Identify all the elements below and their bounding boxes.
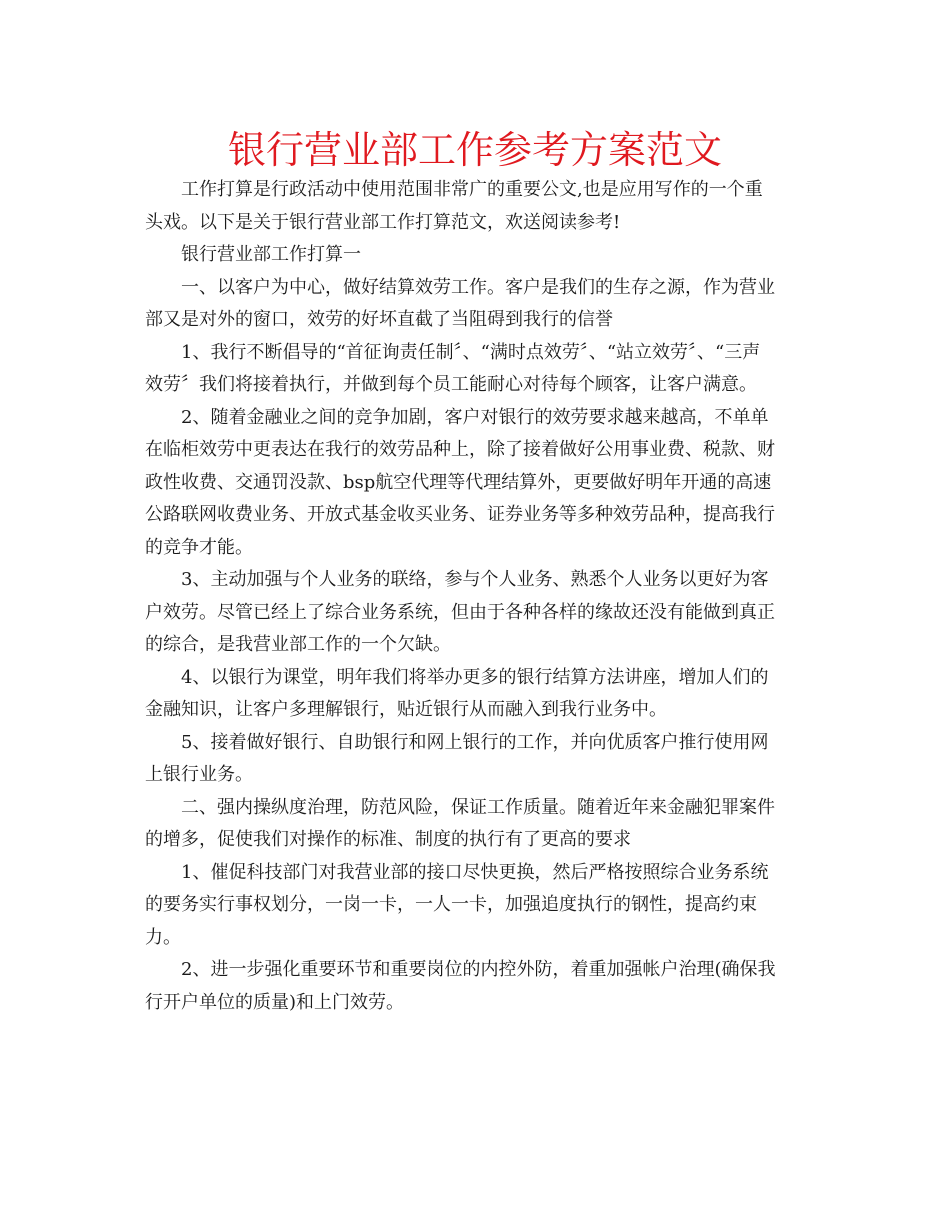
paragraph-intro: 工作打算是行政活动中使用范围非常广的重要公文,也是应用写作的一个重 头戏。以下是关于银行营业部工作打算范文，欢送阅读参考!: [145, 179, 763, 233]
paragraph-item-1-5: 5、接着做好银行、自助银行和网上银行的工作，并向优质客户推行使用网 上银行业务。: [145, 731, 769, 785]
paragraph-item-1-1: 1、我行不断倡导的“首征询责任制〞、“满时点效劳〞、“站立效劳〞、“三声 效劳〞我们将接着执行，并做到每个员工能耐心对待每个顾客，让客户满意。: [145, 341, 761, 395]
paragraph-item-2-2: 2、进一步强化重要环节和重要岗位的内控外防，着重加强帐户治理(确保我 行开户单位的质量)和上门效劳。: [145, 959, 776, 1013]
paragraph-section-2: 二、强内操纵度治理，防范风险，保证工作质量。随着近年来金融犯罪案件 的增多，促使我们对操作的标准、制度的执行有了更高的要求: [145, 796, 775, 850]
paragraph-subtitle: 银行营业部工作打算一: [181, 244, 361, 265]
document-body: [145, 174, 805, 1019]
paragraph-item-1-2: 2、随着金融业之间的竞争加剧，客户对银行的效劳要求越来越高，不单单 在临柜效劳中更表达在我行的效劳品种上，除了接着做好公用事业费、税款、财 政性收费、交通罚没款、bsp航空代理等代理结算外，更要做好明年开通的高速 公路联网收费业务、开放式基金收买业务、证券业务等多种效劳品种，提高我行 的竞争才能。: [145, 406, 775, 558]
paragraph-item-2-1: 1、催促科技部门对我营业部的接口尽快更换，然后严格按照综合业务系统 的要务实行事权划分，一岗一卡，一人一卡，加强追度执行的钢性，提高约束 力。: [145, 861, 769, 948]
document-title: 银行营业部工作参考方案范文: [227, 128, 722, 172]
paragraph-item-1-4: 4、以银行为课堂，明年我们将举办更多的银行结算方法讲座，增加人们的 金融知识，让客户多理解银行，贴近银行从而融入到我行业务中。: [145, 666, 769, 720]
paragraph-section-1: 一、以客户为中心，做好结算效劳工作。客户是我们的生存之源，作为营业 部又是对外的窗口，效劳的好坏直截了当阻碍到我行的信誉: [145, 276, 775, 330]
paragraph-item-1-3: 3、主动加强与个人业务的联络，参与个人业务、熟悉个人业务以更好为客 户效劳。尽管已经上了综合业务系统，但由于各种各样的缘故还没有能做到真正 的综合，是我营业部工作的一个欠缺。: [145, 569, 775, 655]
